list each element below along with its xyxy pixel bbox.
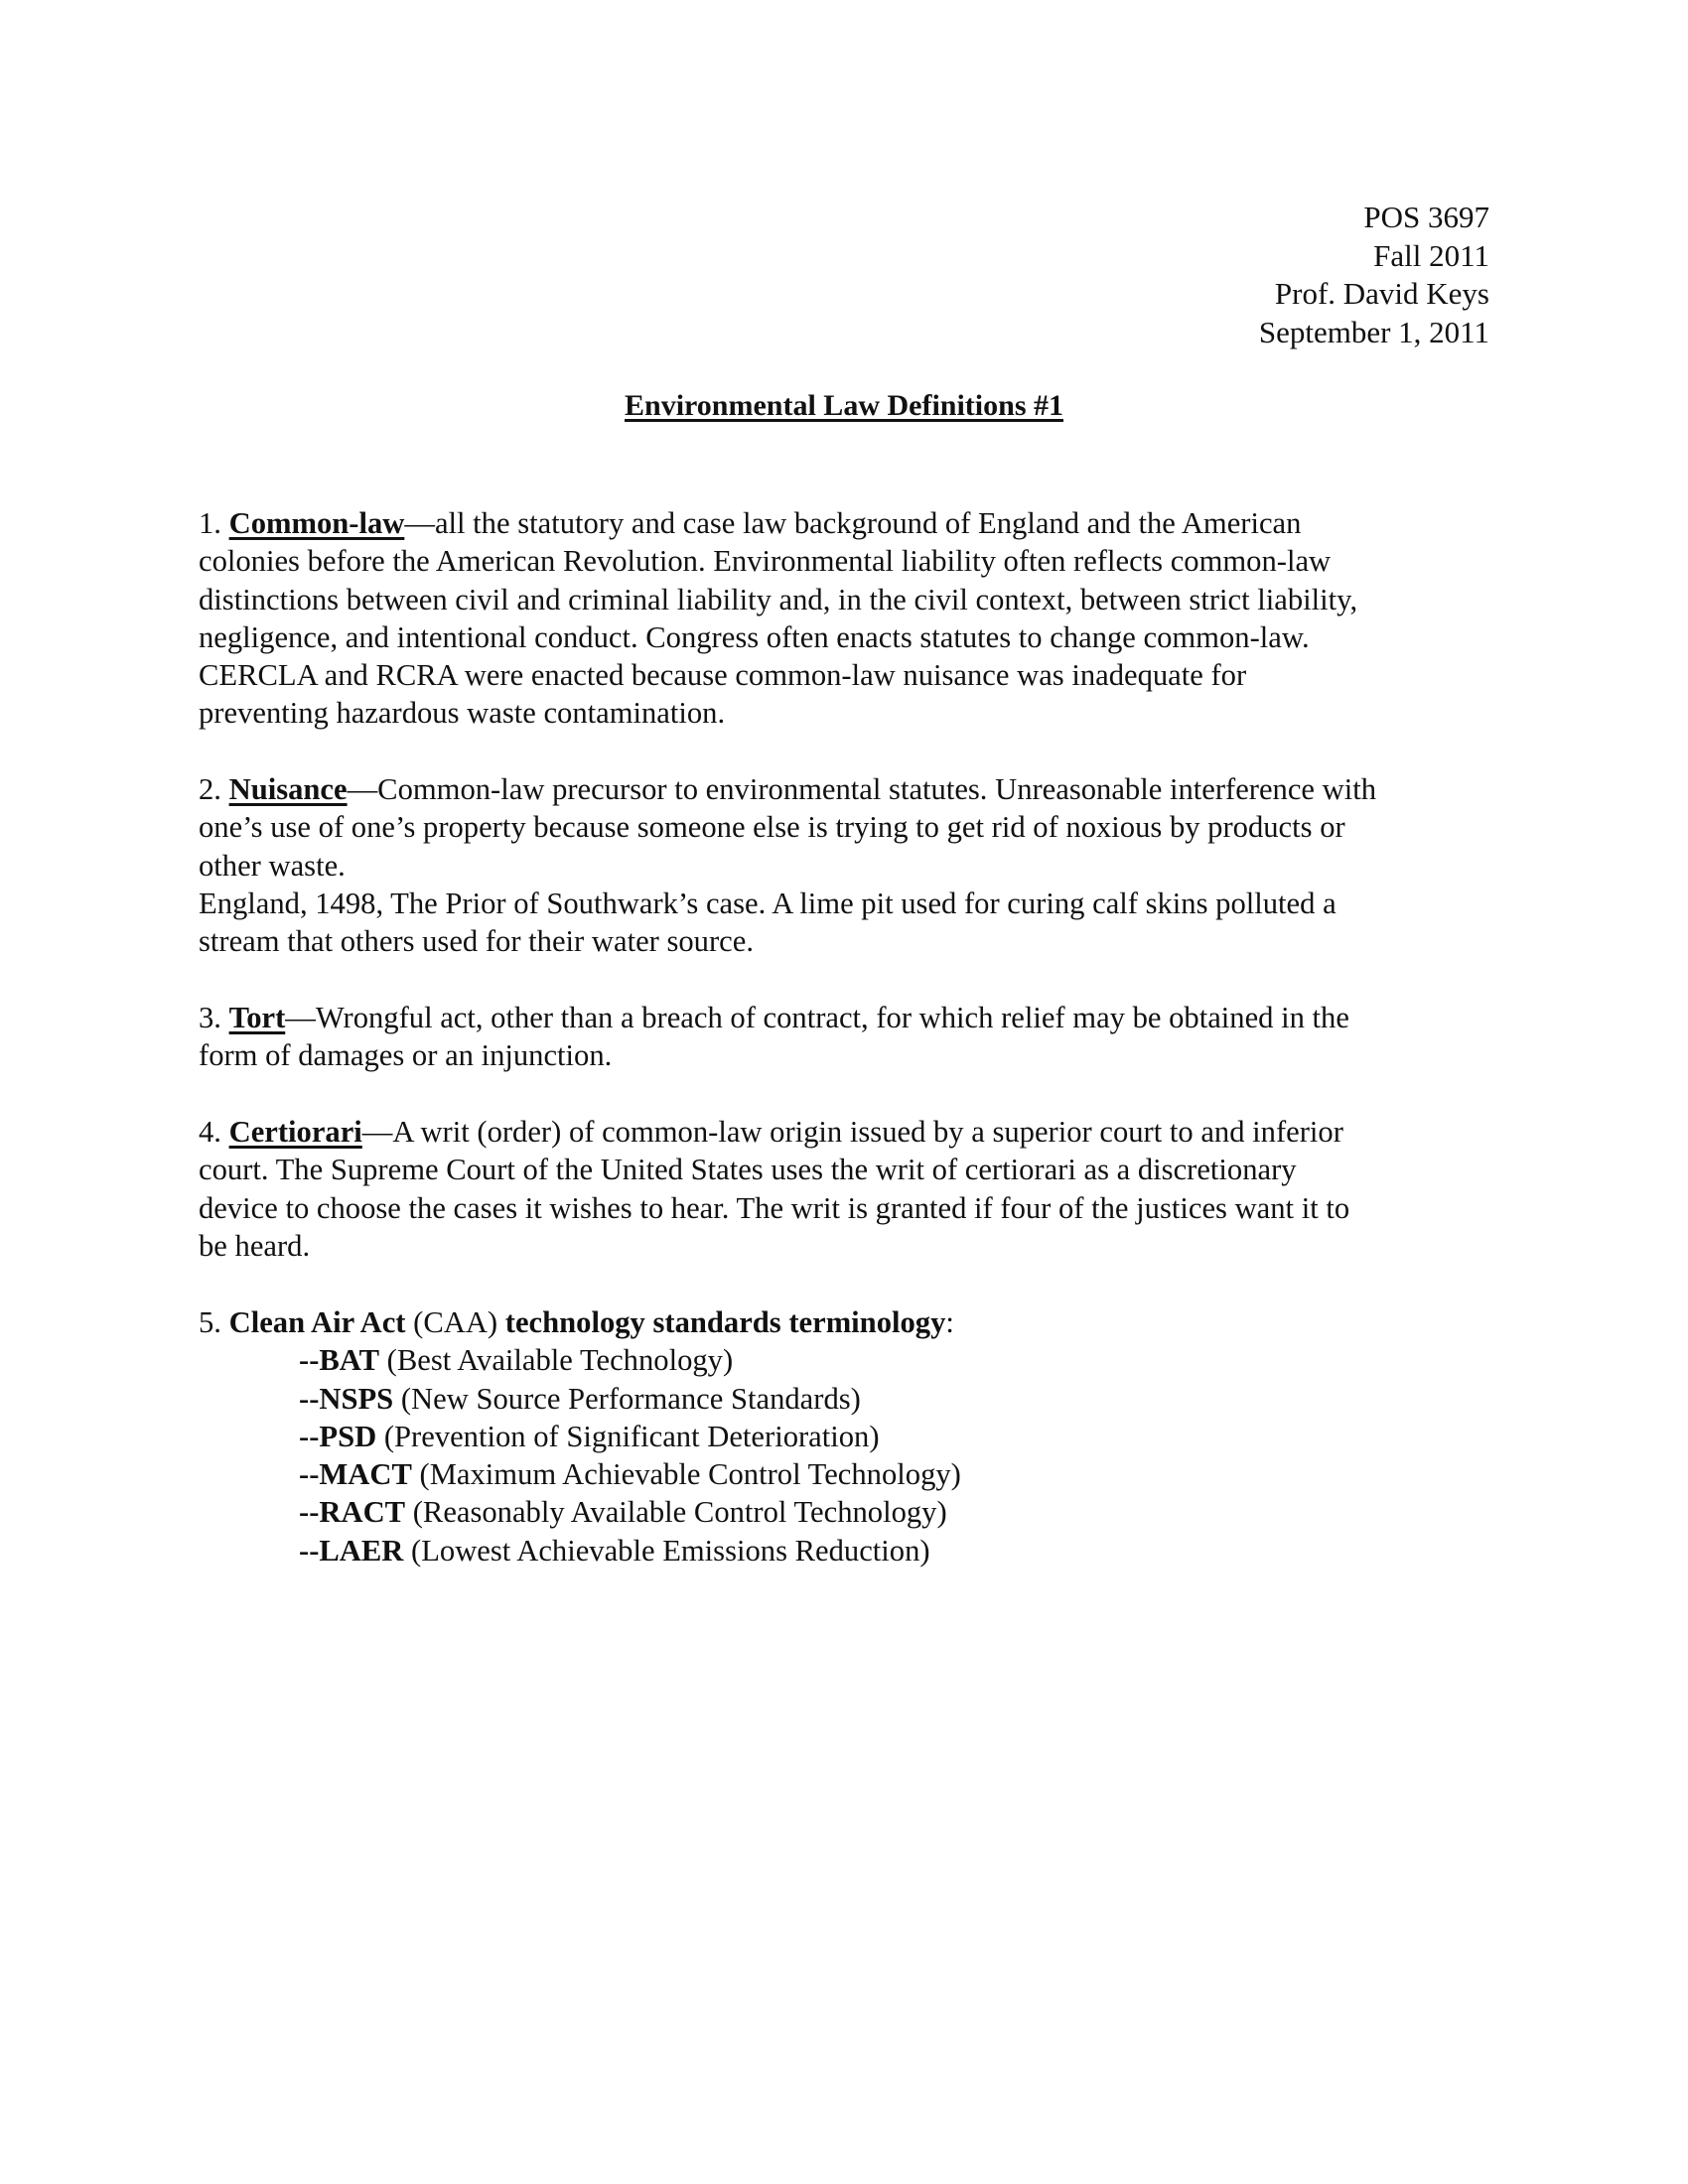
definition-text: one’s use of one’s property because someone else is trying to get rid of noxious by products or <box>199 810 1345 845</box>
definition-text: negligence, and intentional conduct. Congress often enacts statutes to change common-law. <box>199 619 1310 654</box>
definition-tort <box>199 999 1499 1075</box>
list-item <box>199 1341 1499 1379</box>
em-dash: — <box>347 772 378 806</box>
definition-first-line <box>199 770 1499 808</box>
caa-terminology <box>199 1303 1499 1570</box>
list-full: (Lowest Achievable Emissions Reduction) <box>403 1533 930 1568</box>
caa-heading-colon: : <box>945 1305 954 1339</box>
list-prefix: -- <box>299 1457 320 1492</box>
definition-text: other waste. <box>199 848 346 883</box>
definition-text: all the statutory and case law background of England and the American <box>434 506 1302 540</box>
list-abbr: NSPS <box>319 1381 394 1416</box>
definition-text: court. The Supreme Court of the United States uses the writ of certiorari as a discretionary <box>199 1153 1297 1187</box>
list-prefix: -- <box>299 1343 320 1378</box>
em-dash: — <box>285 1001 316 1034</box>
page-title-text: Environmental Law Definitions #1 <box>625 389 1063 422</box>
caa-heading-act: Clean Air Act <box>228 1305 406 1339</box>
list-abbr: MACT <box>319 1457 412 1492</box>
definition-certiorari <box>199 1113 1499 1265</box>
list-item <box>199 1493 1499 1531</box>
definition-text: Wrongful act, other than a breach of contract, for which relief may be obtained in the <box>315 1001 1349 1034</box>
definition-example: stream that others used for their water source. <box>199 924 754 959</box>
definition-text: be heard. <box>199 1228 311 1263</box>
definition-number: 2. <box>199 772 229 806</box>
definition-common-law <box>199 504 1499 733</box>
definition-number: 1. <box>199 506 229 540</box>
definition-text: preventing hazardous waste contamination. <box>199 696 726 731</box>
caa-heading-abbr: (CAA) <box>405 1305 505 1339</box>
list-full: (Maximum Achievable Control Technology) <box>411 1457 961 1492</box>
definition-first-line <box>199 1113 1499 1151</box>
list-abbr: LAER <box>319 1533 404 1568</box>
list-item <box>199 1380 1499 1418</box>
definition-number: 5. <box>199 1305 229 1339</box>
course-term: Fall 2011 <box>1373 237 1489 273</box>
list-prefix: -- <box>299 1495 320 1530</box>
definition-term: Common-law <box>228 506 405 540</box>
caa-heading <box>199 1303 1499 1341</box>
definition-first-line <box>199 504 1499 542</box>
instructor-name: Prof. David Keys <box>1274 276 1489 311</box>
em-dash: — <box>404 506 435 540</box>
list-full: (Best Available Technology) <box>379 1343 734 1378</box>
list-full: (New Source Performance Standards) <box>393 1381 861 1416</box>
list-item <box>199 1418 1499 1455</box>
definition-text: Common-law precursor to environmental statutes. Unreasonable interference with <box>377 772 1377 806</box>
definition-text: form of damages or an injunction. <box>199 1038 613 1073</box>
course-code: POS 3697 <box>1363 200 1489 234</box>
definition-nuisance <box>199 770 1499 960</box>
list-abbr: BAT <box>319 1343 380 1378</box>
list-abbr: RACT <box>319 1495 406 1530</box>
document-header <box>1259 199 1489 351</box>
list-prefix: -- <box>299 1381 320 1416</box>
definition-text: device to choose the cases it wishes to hear. The writ is granted if four of the justices want it to <box>199 1190 1350 1225</box>
em-dash: — <box>361 1115 393 1149</box>
list-full: (Prevention of Significant Deterioration) <box>376 1419 880 1453</box>
definition-text: distinctions between civil and criminal liability and, in the civil context, between strict liability, <box>199 582 1358 616</box>
definition-term: Tort <box>228 1001 286 1034</box>
definition-example: England, 1498, The Prior of Southwark’s case. A lime pit used for curing calf skins polluted a <box>199 886 1336 920</box>
definition-text: CERCLA and RCRA were enacted because common-law nuisance was inadequate for <box>199 658 1247 693</box>
list-full: (Reasonably Available Control Technology) <box>405 1495 947 1530</box>
definition-text: A writ (order) of common-law origin issued by a superior court to and inferior <box>392 1115 1343 1149</box>
list-prefix: -- <box>299 1419 320 1453</box>
list-item <box>199 1532 1499 1570</box>
document-date: September 1, 2011 <box>1258 314 1489 349</box>
page-title <box>0 387 1688 425</box>
definition-number: 4. <box>199 1115 229 1149</box>
definition-term: Certiorari <box>228 1115 362 1149</box>
list-prefix: -- <box>299 1533 320 1568</box>
definition-first-line <box>199 999 1499 1036</box>
list-abbr: PSD <box>319 1419 377 1453</box>
list-item <box>199 1455 1499 1493</box>
definition-number: 3. <box>199 1001 229 1034</box>
definition-term: Nuisance <box>228 772 348 806</box>
caa-heading-topic: technology standards terminology <box>504 1305 946 1339</box>
definition-text: colonies before the American Revolution. Environmental liability often reflects common-law <box>199 544 1332 579</box>
